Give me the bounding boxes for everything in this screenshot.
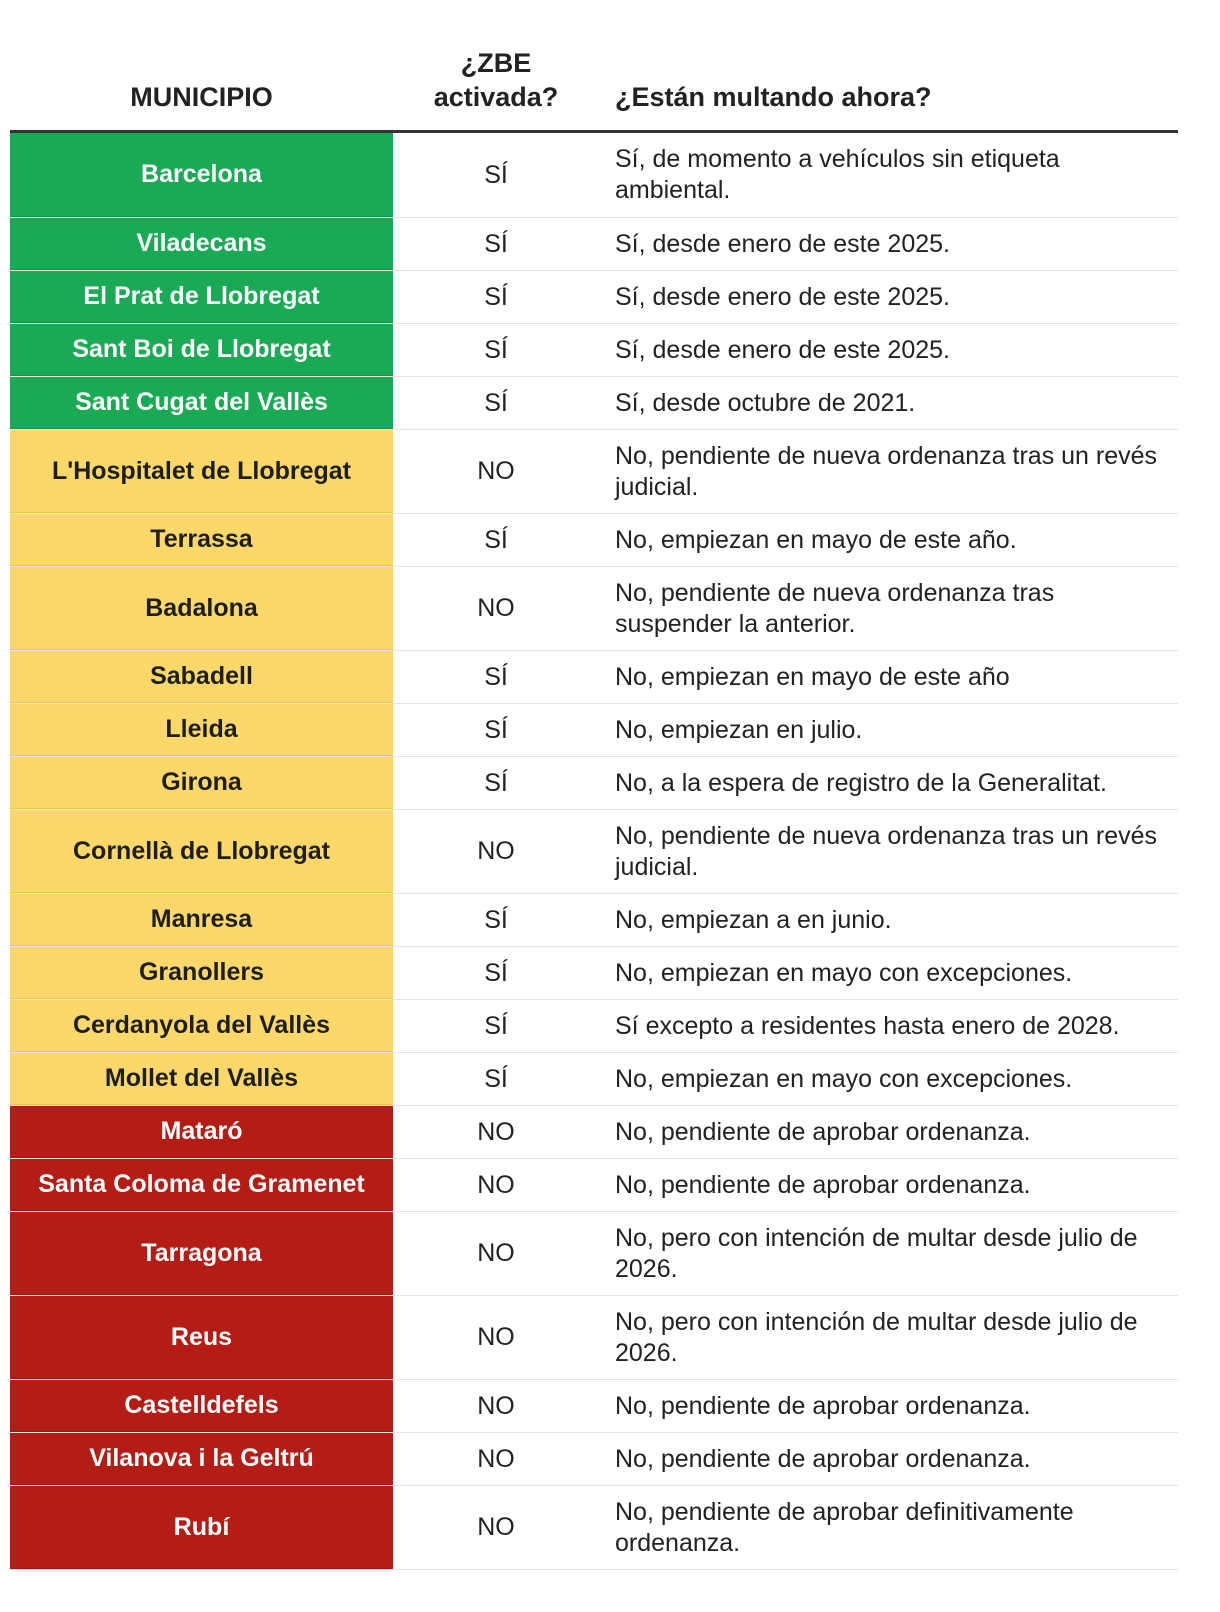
multando-cell: No, a la espera de registro de la Generalitat. bbox=[615, 768, 1107, 797]
table-row bbox=[10, 218, 1178, 271]
multando-cell: No, pero con intención de multar desde julio de 2026. bbox=[615, 1307, 1138, 1367]
table-row bbox=[10, 1053, 1178, 1106]
multando-cell: No, pendiente de aprobar definitivamente ordenanza. bbox=[615, 1497, 1074, 1557]
zbe-cell: NO bbox=[477, 1391, 515, 1420]
multando-cell: No, pendiente de nueva ordenanza tras suspender la anterior. bbox=[615, 578, 1055, 638]
multando-cell: No, pendiente de aprobar ordenanza. bbox=[615, 1391, 1031, 1420]
multando-cell: No, empiezan en mayo con excepciones. bbox=[615, 1064, 1073, 1093]
multando-cell: No, pendiente de aprobar ordenanza. bbox=[615, 1170, 1031, 1199]
zbe-cell: SÍ bbox=[484, 282, 508, 311]
zbe-cell: NO bbox=[477, 837, 515, 865]
table-row bbox=[10, 1380, 1178, 1433]
table-row bbox=[10, 810, 1178, 894]
zbe-cell: SÍ bbox=[484, 905, 508, 934]
multando-cell: No, pendiente de nueva ordenanza tras un revés judicial. bbox=[615, 821, 1158, 881]
zbe-cell: SÍ bbox=[484, 335, 508, 364]
multando-cell: No, pendiente de aprobar ordenanza. bbox=[615, 1444, 1031, 1473]
header-zbe-line2: activada? bbox=[433, 82, 559, 112]
multando-cell: Sí, de momento a vehículos sin etiqueta ambiental. bbox=[615, 145, 1060, 204]
table-row bbox=[10, 324, 1178, 377]
header-zbe bbox=[393, 46, 599, 114]
municipio-cell: Reus bbox=[10, 1296, 393, 1379]
municipio-cell: Manresa bbox=[10, 894, 393, 946]
zbe-cell: SÍ bbox=[484, 958, 508, 987]
table-row bbox=[10, 1486, 1178, 1570]
municipio-cell: Mataró bbox=[10, 1106, 393, 1158]
table-row bbox=[10, 1106, 1178, 1159]
zbe-cell: NO bbox=[477, 1444, 515, 1473]
municipio-cell: Sabadell bbox=[10, 651, 393, 703]
table-row bbox=[10, 704, 1178, 757]
multando-cell: Sí, desde enero de este 2025. bbox=[615, 282, 950, 311]
municipio-cell: Barcelona bbox=[10, 133, 393, 217]
table-row bbox=[10, 1433, 1178, 1486]
table-row bbox=[10, 947, 1178, 1000]
municipio-cell: Castelldefels bbox=[10, 1380, 393, 1432]
multando-cell: No, empiezan en mayo con excepciones. bbox=[615, 958, 1073, 987]
municipio-cell: Badalona bbox=[10, 567, 393, 650]
zbe-cell: NO bbox=[477, 1239, 515, 1267]
multando-cell: No, pero con intención de multar desde julio de 2026. bbox=[615, 1223, 1138, 1283]
zbe-cell: NO bbox=[477, 594, 515, 622]
table-row bbox=[10, 1212, 1178, 1296]
zbe-cell: NO bbox=[477, 1513, 515, 1541]
municipio-cell: Vilanova i la Geltrú bbox=[10, 1433, 393, 1485]
table-row bbox=[10, 1159, 1178, 1212]
multando-cell: Sí, desde enero de este 2025. bbox=[615, 229, 950, 258]
zbe-cell: NO bbox=[477, 1323, 515, 1351]
multando-cell: No, empiezan en julio. bbox=[615, 715, 863, 744]
municipio-cell: L'Hospitalet de Llobregat bbox=[10, 430, 393, 513]
zbe-cell: SÍ bbox=[484, 1064, 508, 1093]
municipio-cell: Sant Boi de Llobregat bbox=[10, 324, 393, 376]
table-row bbox=[10, 271, 1178, 324]
municipio-cell: Rubí bbox=[10, 1486, 393, 1569]
municipio-cell: Granollers bbox=[10, 947, 393, 999]
municipio-cell: Viladecans bbox=[10, 218, 393, 270]
multando-cell: Sí excepto a residentes hasta enero de 2028. bbox=[615, 1011, 1120, 1040]
zbe-cell: NO bbox=[477, 1117, 515, 1146]
multando-cell: No, empiezan a en junio. bbox=[615, 905, 892, 934]
municipio-cell: Tarragona bbox=[10, 1212, 393, 1295]
municipio-cell: Cornellà de Llobregat bbox=[10, 810, 393, 893]
table-row bbox=[10, 430, 1178, 514]
zbe-cell: NO bbox=[477, 1170, 515, 1199]
table-row bbox=[10, 514, 1178, 567]
municipio-cell: Terrassa bbox=[10, 514, 393, 566]
zbe-cell: SÍ bbox=[484, 388, 508, 417]
header-municipio: MUNICIPIO bbox=[130, 82, 273, 112]
municipio-cell: Girona bbox=[10, 757, 393, 809]
zbe-cell: SÍ bbox=[484, 768, 508, 797]
multando-cell: No, empiezan en mayo de este año. bbox=[615, 525, 1017, 554]
table-row bbox=[10, 894, 1178, 947]
zbe-cell: SÍ bbox=[484, 715, 508, 744]
zbe-cell: SÍ bbox=[484, 1011, 508, 1040]
municipio-cell: Sant Cugat del Vallès bbox=[10, 377, 393, 429]
multando-cell: No, empiezan en mayo de este año bbox=[615, 662, 1010, 691]
table-row bbox=[10, 651, 1178, 704]
zbe-cell: SÍ bbox=[484, 662, 508, 691]
table-row bbox=[10, 1000, 1178, 1053]
table-row bbox=[10, 133, 1178, 218]
multando-cell: Sí, desde octubre de 2021. bbox=[615, 388, 916, 417]
zbe-cell: SÍ bbox=[484, 525, 508, 554]
zbe-cell: NO bbox=[477, 457, 515, 485]
table-row bbox=[10, 567, 1178, 651]
zbe-table bbox=[10, 0, 1178, 1570]
multando-cell: No, pendiente de nueva ordenanza tras un revés judicial. bbox=[615, 441, 1158, 501]
municipio-cell: Santa Coloma de Gramenet bbox=[10, 1159, 393, 1211]
zbe-cell: SÍ bbox=[484, 160, 508, 189]
table-header bbox=[10, 0, 1178, 133]
zbe-cell: SÍ bbox=[484, 229, 508, 258]
table-body bbox=[10, 133, 1178, 1570]
multando-cell: No, pendiente de aprobar ordenanza. bbox=[615, 1117, 1031, 1146]
header-zbe-line1: ¿ZBE bbox=[460, 48, 532, 78]
table-row bbox=[10, 377, 1178, 430]
municipio-cell: El Prat de Llobregat bbox=[10, 271, 393, 323]
municipio-cell: Mollet del Vallès bbox=[10, 1053, 393, 1105]
multando-cell: Sí, desde enero de este 2025. bbox=[615, 335, 950, 364]
table-row bbox=[10, 1296, 1178, 1380]
header-multando: ¿Están multando ahora? bbox=[615, 82, 932, 112]
table-row bbox=[10, 757, 1178, 810]
municipio-cell: Lleida bbox=[10, 704, 393, 756]
municipio-cell: Cerdanyola del Vallès bbox=[10, 1000, 393, 1052]
